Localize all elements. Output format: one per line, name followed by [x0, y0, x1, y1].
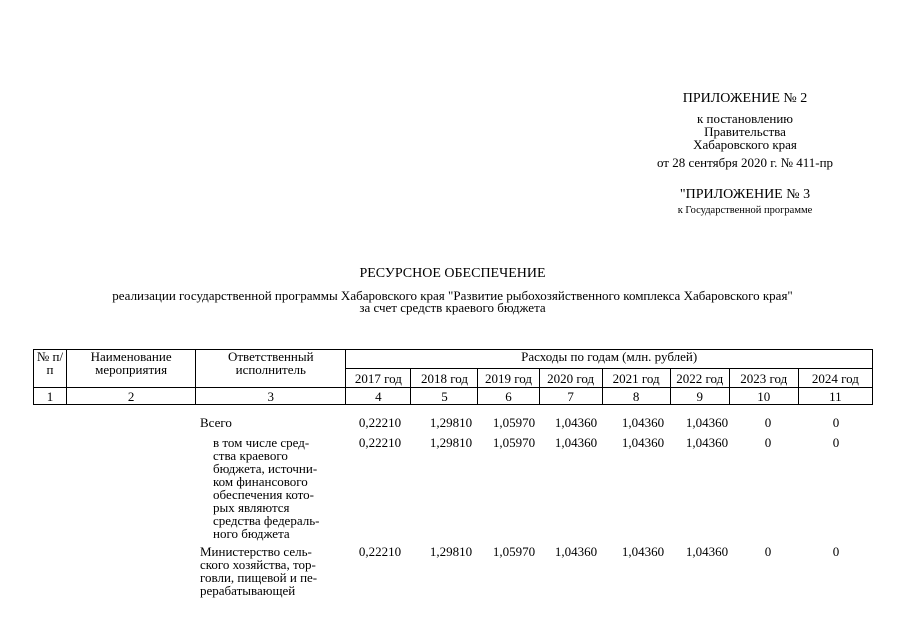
row-value: 0,22210: [358, 435, 402, 450]
appendix-2-line: Хабаровского края: [693, 137, 797, 152]
appendix-2-date: от 28 сентября 2020 г. № 411-пр: [656, 155, 834, 170]
row-value: 1,04360: [685, 415, 729, 430]
year-header: 2022 год: [670, 369, 729, 388]
appendix-3-title: "ПРИЛОЖЕНИЕ № 3: [679, 187, 811, 202]
column-number: 5: [411, 388, 478, 405]
appendix-2-title: ПРИЛОЖЕНИЕ № 2: [682, 91, 808, 106]
row-value: 1,05970: [492, 415, 536, 430]
header-expenses: Расходы по годам (млн. рублей): [346, 350, 873, 369]
resource-table: [33, 349, 873, 405]
row-value: 1,04360: [621, 544, 665, 559]
row-label: Министерство сель- ского хозяйства, тор- говли, пищевой и пе- рерабатывающей: [200, 544, 318, 598]
header-executor: Ответственный исполнитель: [196, 350, 346, 388]
row-value: 1,05970: [492, 544, 536, 559]
appendix-2-line: Правительства: [704, 124, 786, 139]
column-number: 3: [196, 388, 346, 405]
row-value: 0: [764, 544, 772, 559]
column-number: 2: [67, 388, 196, 405]
column-number: 9: [670, 388, 729, 405]
year-header: 2017 год: [346, 369, 411, 388]
year-header: 2020 год: [539, 369, 602, 388]
document-subtitle-2: за счет средств краевого бюджета: [359, 300, 546, 315]
column-number: 11: [798, 388, 872, 405]
row-value: 0: [764, 415, 772, 430]
row-label: в том числе сред- ства краевого бюджета, источни- ком финансового обеспечения кото- рых являются средства федераль- ного бюджета: [213, 435, 320, 541]
row-value: 1,04360: [685, 435, 729, 450]
year-header: 2019 год: [478, 369, 539, 388]
year-header: 2023 год: [729, 369, 798, 388]
row-value: 1,29810: [429, 544, 473, 559]
header-no: № п/п: [34, 350, 67, 388]
row-value: 1,05970: [492, 435, 536, 450]
row-value: 1,04360: [554, 544, 598, 559]
row-value: 1,29810: [429, 415, 473, 430]
column-numbers-row: [34, 388, 873, 405]
column-number: 8: [602, 388, 670, 405]
row-value: 1,29810: [429, 435, 473, 450]
row-value: 0,22210: [358, 415, 402, 430]
column-number: 10: [729, 388, 798, 405]
row-value: 0: [832, 415, 840, 430]
row-value: 1,04360: [554, 415, 598, 430]
row-value: 1,04360: [685, 544, 729, 559]
column-number: 4: [346, 388, 411, 405]
row-value: 1,04360: [621, 415, 665, 430]
row-value: 0: [832, 544, 840, 559]
row-label: Всего: [200, 415, 232, 430]
column-number: 6: [478, 388, 539, 405]
header-name: Наименование мероприятия: [67, 350, 196, 388]
appendix-2-lines: [620, 112, 870, 151]
appendix-3-subtitle: к Государственной программе: [677, 205, 813, 216]
row-value: 0,22210: [358, 544, 402, 559]
row-value: 1,04360: [621, 435, 665, 450]
document-title: РЕСУРСНОЕ ОБЕСПЕЧЕНИЕ: [359, 266, 546, 281]
column-number: 1: [34, 388, 67, 405]
year-header: 2021 год: [602, 369, 670, 388]
year-header: 2024 год: [798, 369, 872, 388]
row-value: 0: [764, 435, 772, 450]
document-subtitle: реализации государственной программы Хабаровского края "Развитие рыбохозяйственного комплекса Хабаровского края": [112, 288, 793, 303]
appendix-2-line: к постановлению: [696, 111, 794, 126]
row-value: 0: [832, 435, 840, 450]
column-number: 7: [539, 388, 602, 405]
row-value: 1,04360: [554, 435, 598, 450]
year-header: 2018 год: [411, 369, 478, 388]
